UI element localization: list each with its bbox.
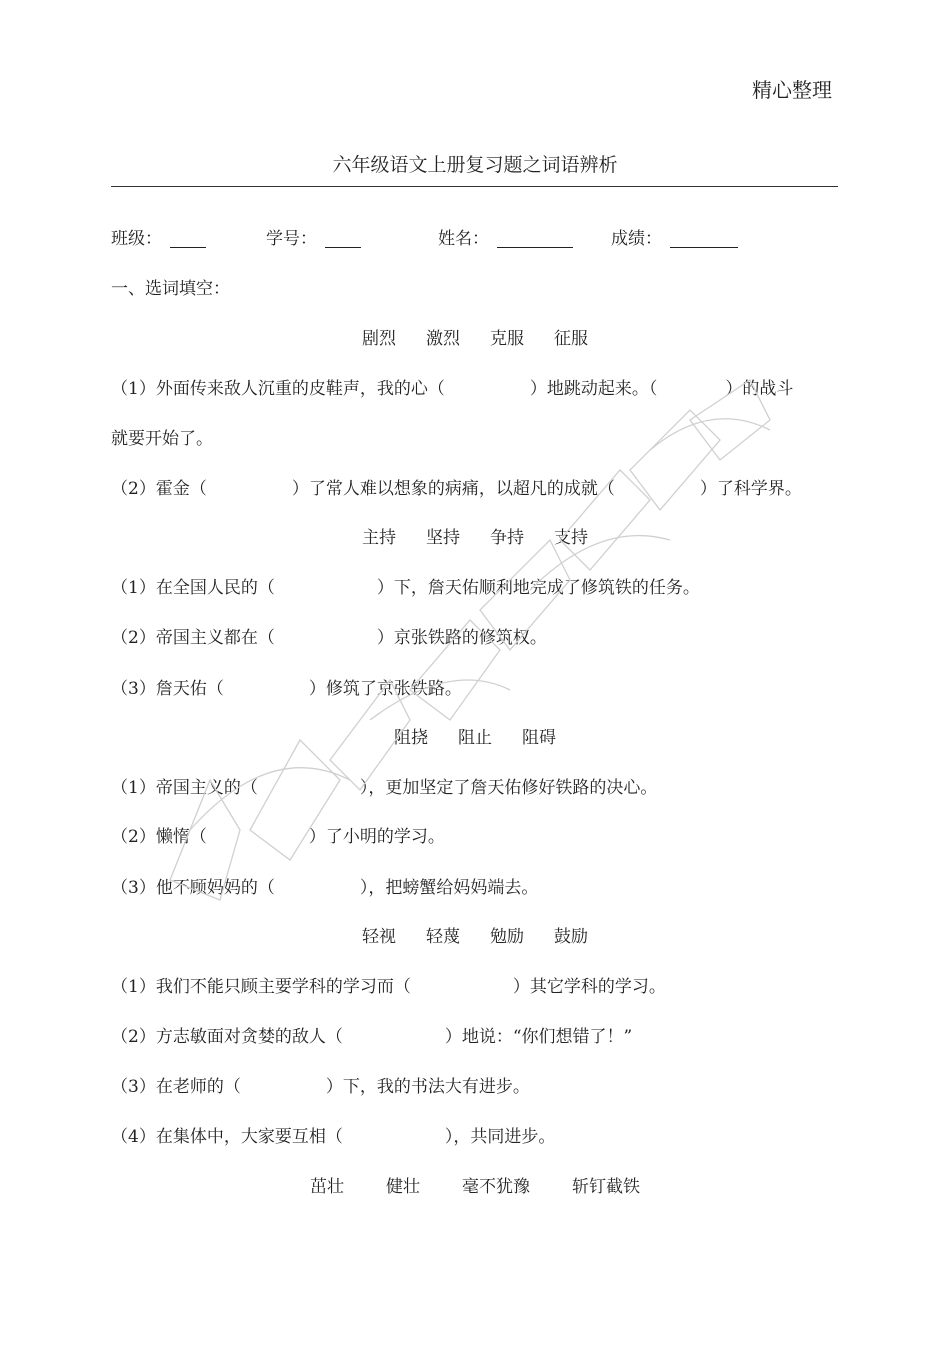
- word-option: 支持: [554, 528, 588, 548]
- question-1-2: （2）霍金（ ）了常人难以想象的病痛，以超凡的成就（ ）了科学界。: [111, 479, 802, 499]
- word-bank-1: [0, 324, 950, 349]
- word-option: 剧烈: [362, 329, 396, 349]
- score-field: [611, 224, 738, 249]
- header-label: 精心整理: [752, 78, 832, 102]
- page-title: 六年级语文上册复习题之词语辨析: [332, 154, 618, 176]
- word-option: 健壮: [386, 1177, 420, 1197]
- word-option: 斩钉截铁: [572, 1177, 640, 1197]
- word-option: 勉励: [490, 927, 524, 947]
- class-label: 班级：: [111, 229, 162, 249]
- word-bank-3: [0, 723, 950, 748]
- question-4-1: （1）我们不能只顾主要学科的学习而（ ）其它学科的学习。: [111, 977, 666, 997]
- word-option: 鼓励: [554, 927, 588, 947]
- word-option: 阻止: [458, 728, 492, 748]
- word-option: 主持: [362, 528, 396, 548]
- title-divider: [111, 186, 838, 187]
- word-option: 激烈: [426, 329, 460, 349]
- word-option: 轻蔑: [426, 927, 460, 947]
- score-label: 成绩：: [611, 229, 662, 249]
- word-bank-4: [0, 922, 950, 947]
- word-option: 争持: [490, 528, 524, 548]
- question-4-4: （4）在集体中，大家要互相（ ），共同进步。: [111, 1127, 556, 1147]
- score-blank[interactable]: [670, 229, 738, 248]
- question-2-1: （1）在全国人民的（ ）下，詹天佑顺利地完成了修筑铁的任务。: [111, 578, 700, 598]
- word-option: 征服: [554, 329, 588, 349]
- question-2-2: （2）帝国主义都在（ ）京张铁路的修筑权。: [111, 628, 547, 648]
- student-number-blank[interactable]: [325, 229, 361, 248]
- question-1-1a: （1）外面传来敌人沉重的皮鞋声，我的心（ ）地跳动起来。（ ）的战斗: [111, 379, 794, 399]
- name-blank[interactable]: [497, 229, 573, 248]
- word-option: 毫不犹豫: [462, 1177, 530, 1197]
- class-field: [111, 224, 206, 249]
- name-label: 姓名：: [438, 229, 489, 249]
- word-option: 阻碍: [522, 728, 556, 748]
- question-4-2: （2）方志敏面对贪婪的敌人（ ）地说：“你们想错了！”: [111, 1027, 633, 1047]
- student-number-label: 学号：: [266, 229, 317, 249]
- question-3-1: （1）帝国主义的（ ），更加坚定了詹天佑修好铁路的决心。: [111, 778, 658, 798]
- question-3-2: （2）懒惰（ ）了小明的学习。: [111, 827, 445, 847]
- section-title: 一、选词填空：: [111, 279, 230, 299]
- class-blank[interactable]: [170, 229, 206, 248]
- word-option: 阻挠: [394, 728, 428, 748]
- word-option: 克服: [490, 329, 524, 349]
- word-option: 轻视: [362, 927, 396, 947]
- word-option: 坚持: [426, 528, 460, 548]
- word-bank-5: [0, 1172, 950, 1197]
- question-4-3: （3）在老师的（ ）下，我的书法大有进步。: [111, 1077, 530, 1097]
- word-option: 茁壮: [310, 1177, 344, 1197]
- question-1-1b: 就要开始了。: [111, 429, 213, 449]
- word-bank-2: [0, 523, 950, 548]
- student-number-field: [266, 224, 361, 249]
- question-2-3: （3）詹天佑（ ）修筑了京张铁路。: [111, 679, 462, 699]
- name-field: [438, 224, 573, 249]
- question-3-3: （3）他不顾妈妈的（ ），把螃蟹给妈妈端去。: [111, 878, 539, 898]
